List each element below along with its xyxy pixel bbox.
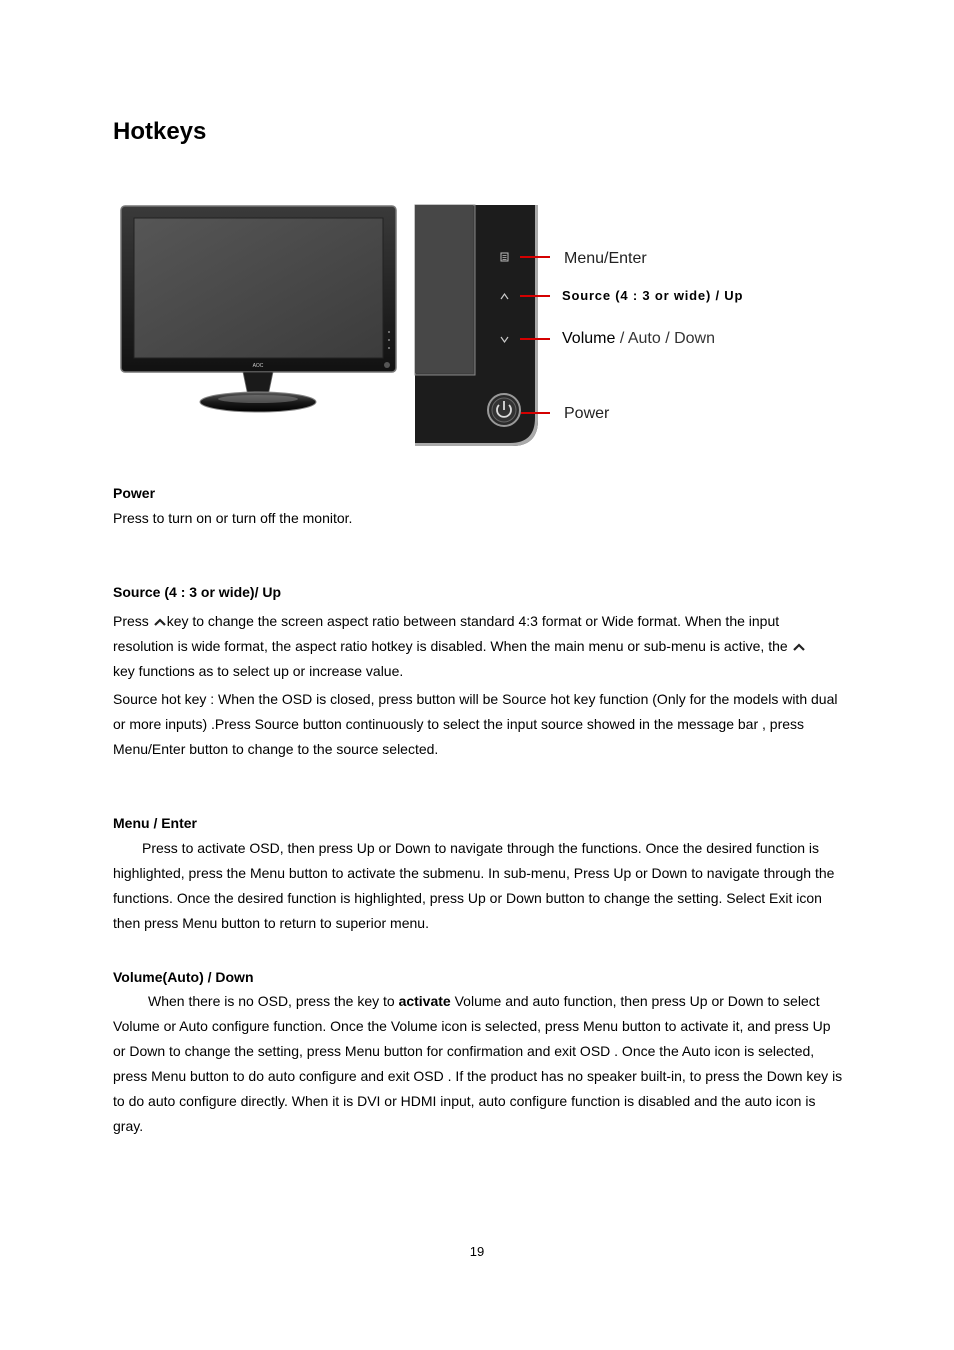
callout-volume-down bbox=[562, 330, 715, 348]
source-p1-c: key functions as to select up or increase value. bbox=[113, 663, 404, 679]
volume-text-bold: activate bbox=[398, 993, 451, 1009]
menu-text bbox=[113, 836, 843, 936]
button-panel-closeup bbox=[415, 205, 550, 446]
callout-volume-rest: / Auto / Down bbox=[615, 330, 715, 347]
menu-heading: Menu / Enter bbox=[113, 815, 198, 831]
power-icon bbox=[488, 394, 520, 426]
up-arrow-icon bbox=[153, 617, 167, 627]
source-heading: Source (4 : 3 or wide)/ Up bbox=[113, 584, 282, 600]
hotkeys-figure bbox=[0, 0, 954, 460]
page-number: 19 bbox=[469, 1244, 485, 1259]
callout-power: Power bbox=[564, 405, 610, 422]
volume-text bbox=[113, 989, 843, 1139]
page-title: Hotkeys bbox=[113, 118, 207, 145]
monitor-image bbox=[121, 206, 396, 412]
volume-heading: Volume(Auto) / Down bbox=[113, 969, 254, 985]
up-arrow-icon bbox=[792, 642, 806, 652]
volume-text-b: Volume and auto function, then press Up or Down to select Volume or Auto configure function. Once the Volume icon is selected, press Menu button to activate it, and press Up or Down to change the setting, press Menu button for confirmation and exit OSD . Once the Auto icon is selected, press Menu button to do auto configure and exit OSD . If the product has no speaker built-in, to press the Down key is to do auto configure directly. When it is DVI or HDMI input, auto configure function is disabled and the auto icon is gray. bbox=[113, 993, 843, 1134]
monitor-logo: AOC bbox=[252, 363, 264, 369]
menu-text-body: Press to activate OSD, then press Up or Down to navigate through the functions. Once the desired function is highlighted, press the Menu button to activate the submenu. In sub-menu, Press Up or Down to navigate through the functions. Once the desired function is highlighted, press Up or Down button to change the setting. Select Exit icon then press Menu button to return to superior menu. bbox=[113, 840, 835, 931]
power-text: Press to turn on or turn off the monitor. bbox=[113, 510, 353, 526]
callout-volume-strong: Volume bbox=[562, 330, 616, 347]
power-heading: Power bbox=[113, 485, 156, 501]
callout-source-up: Source (4 : 3 or wide) / Up bbox=[562, 288, 744, 303]
source-paragraph-1 bbox=[113, 609, 843, 684]
source-p1-b: key to change the screen aspect ratio between standard 4:3 format or Wide format. When the input resolution is wide format, the aspect ratio hotkey is disabled. When the main menu or sub-menu is active, the bbox=[113, 613, 792, 654]
callout-menu-enter: Menu/Enter bbox=[564, 250, 647, 267]
source-p1-a: Press bbox=[113, 613, 153, 629]
source-paragraph-2: Source hot key : When the OSD is closed, press button will be Source hot key function (Only for the models with dual or more inputs) .Press Source button continuously to select the input source showed in the message bar , press Menu/Enter button to change to the source selected. bbox=[113, 691, 838, 757]
volume-text-a: When there is no OSD, press the key to bbox=[148, 993, 399, 1009]
